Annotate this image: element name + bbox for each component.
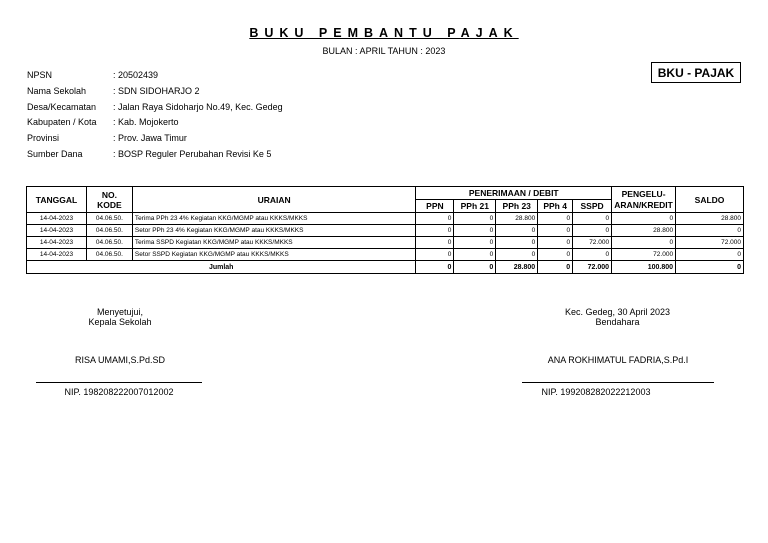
info-label: Kabupaten / Kota	[27, 117, 97, 128]
right-signature-line	[522, 382, 714, 383]
table-row	[27, 225, 744, 237]
header-pph21: PPh 21	[454, 200, 496, 213]
total-ppn: 0	[416, 261, 454, 274]
total-kredit: 100.800	[612, 261, 676, 274]
info-row-address	[27, 102, 283, 118]
total-row	[27, 261, 744, 274]
bku-pajak-badge: BKU - PAJAK	[651, 62, 741, 83]
cell-uraian: Setor SSPD Kegiatan KKG/MGMP atau KKKS/MKKS	[132, 249, 416, 261]
cell-kode: 04.06.50.	[86, 225, 132, 237]
info-label: Desa/Kecamatan	[27, 101, 97, 112]
cell-sspd: 72.000	[573, 237, 612, 249]
treasurer-nip: NIP. 199208282022212003	[541, 387, 651, 397]
cell-pph23: 0	[496, 249, 538, 261]
cell-pph21: 0	[454, 249, 496, 261]
info-value: : SDN SIDOHARJO 2	[113, 86, 200, 102]
cell-pph4: 0	[538, 237, 573, 249]
info-label: Provinsi	[27, 133, 60, 144]
approval-text: Menyetujui,	[96, 307, 144, 317]
cell-tanggal: 14-04-2023	[27, 237, 87, 249]
page-title: BUKU PEMBANTU PAJAK	[249, 26, 519, 40]
total-sspd: 72.000	[573, 261, 612, 274]
header-no-kode: NO. KODE	[86, 187, 132, 213]
total-pph4: 0	[538, 261, 573, 274]
cell-ppn: 0	[416, 237, 454, 249]
header-saldo: SALDO	[676, 187, 744, 213]
cell-kode: 04.06.50.	[86, 237, 132, 249]
header-pengeluaran: PENGELU-ARAN/KREDIT	[612, 187, 676, 213]
info-value: : 20502439	[113, 70, 158, 86]
cell-pph23: 0	[496, 237, 538, 249]
header-ppn: PPN	[416, 200, 454, 213]
info-label: Nama Sekolah	[27, 85, 87, 96]
cell-saldo: 0	[676, 249, 744, 261]
header-tanggal: TANGGAL	[27, 187, 87, 213]
cell-tanggal: 14-04-2023	[27, 249, 87, 261]
cell-kredit: 72.000	[612, 249, 676, 261]
left-signature-line	[36, 382, 202, 383]
info-row-province	[27, 133, 283, 149]
table-row	[27, 237, 744, 249]
cell-pph23: 28.800	[496, 213, 538, 225]
info-value: : BOSP Reguler Perubahan Revisi Ke 5	[113, 149, 271, 165]
cell-sspd: 0	[573, 225, 612, 237]
cell-tanggal: 14-04-2023	[27, 225, 87, 237]
cell-saldo: 72.000	[676, 237, 744, 249]
header-pph23: PPh 23	[496, 200, 538, 213]
cell-pph21: 0	[454, 237, 496, 249]
info-label: Sumber Dana	[27, 148, 83, 159]
total-pph23: 28.800	[496, 261, 538, 274]
table-row	[27, 213, 744, 225]
cell-sspd: 0	[573, 249, 612, 261]
cell-pph4: 0	[538, 225, 573, 237]
header-uraian: URAIAN	[132, 187, 416, 213]
total-saldo: 0	[676, 261, 744, 274]
cell-kredit: 0	[612, 237, 676, 249]
left-signature-block	[60, 307, 180, 327]
principal-role: Kepala Sekolah	[88, 317, 152, 327]
treasurer-name: ANA ROKHIMATUL FADRIA,S.Pd.I	[547, 355, 689, 365]
cell-sspd: 0	[573, 213, 612, 225]
header-pph4: PPh 4	[538, 200, 573, 213]
school-info	[27, 70, 283, 165]
cell-uraian: Setor PPh 23 4% Kegiatan KKG/MGMP atau KKKS/MKKS	[132, 225, 416, 237]
info-row-npsn	[27, 70, 283, 86]
info-row-regency	[27, 117, 283, 133]
cell-ppn: 0	[416, 213, 454, 225]
place-date: Kec. Gedeg, 30 April 2023	[564, 307, 671, 317]
total-label: Jumlah	[27, 261, 416, 274]
principal-nip: NIP. 198208222007012002	[64, 387, 174, 397]
cell-pph23: 0	[496, 225, 538, 237]
info-row-school-name	[27, 86, 283, 102]
header-penerimaan: PENERIMAAN / DEBIT	[416, 187, 612, 200]
cell-ppn: 0	[416, 225, 454, 237]
cell-uraian: Terima SSPD Kegiatan KKG/MGMP atau KKKS/MKKS	[132, 237, 416, 249]
cell-pph4: 0	[538, 249, 573, 261]
period-subtitle: BULAN : APRIL TAHUN : 2023	[322, 46, 446, 56]
cell-uraian: Terima PPh 23 4% Kegiatan KKG/MGMP atau KKKS/MKKS	[132, 213, 416, 225]
info-value: : Kab. Mojokerto	[113, 117, 179, 133]
principal-name: RISA UMAMI,S.Pd.SD	[74, 355, 166, 365]
cell-pph4: 0	[538, 213, 573, 225]
cell-kode: 04.06.50.	[86, 213, 132, 225]
info-label: NPSN	[27, 70, 53, 80]
cell-pph21: 0	[454, 213, 496, 225]
tax-ledger-table	[26, 186, 744, 274]
info-value: : Prov. Jawa Timur	[113, 133, 187, 149]
cell-pph21: 0	[454, 225, 496, 237]
info-value: : Jalan Raya Sidoharjo No.49, Kec. Gedeg	[113, 102, 283, 118]
cell-saldo: 28.800	[676, 213, 744, 225]
cell-kode: 04.06.50.	[86, 249, 132, 261]
cell-tanggal: 14-04-2023	[27, 213, 87, 225]
table-row	[27, 249, 744, 261]
cell-saldo: 0	[676, 225, 744, 237]
cell-kredit: 0	[612, 213, 676, 225]
info-row-fund-source	[27, 149, 283, 165]
treasurer-role: Bendahara	[595, 317, 640, 327]
cell-ppn: 0	[416, 249, 454, 261]
header-sspd: SSPD	[573, 200, 612, 213]
right-signature-block	[540, 307, 695, 327]
cell-kredit: 28.800	[612, 225, 676, 237]
total-pph21: 0	[454, 261, 496, 274]
